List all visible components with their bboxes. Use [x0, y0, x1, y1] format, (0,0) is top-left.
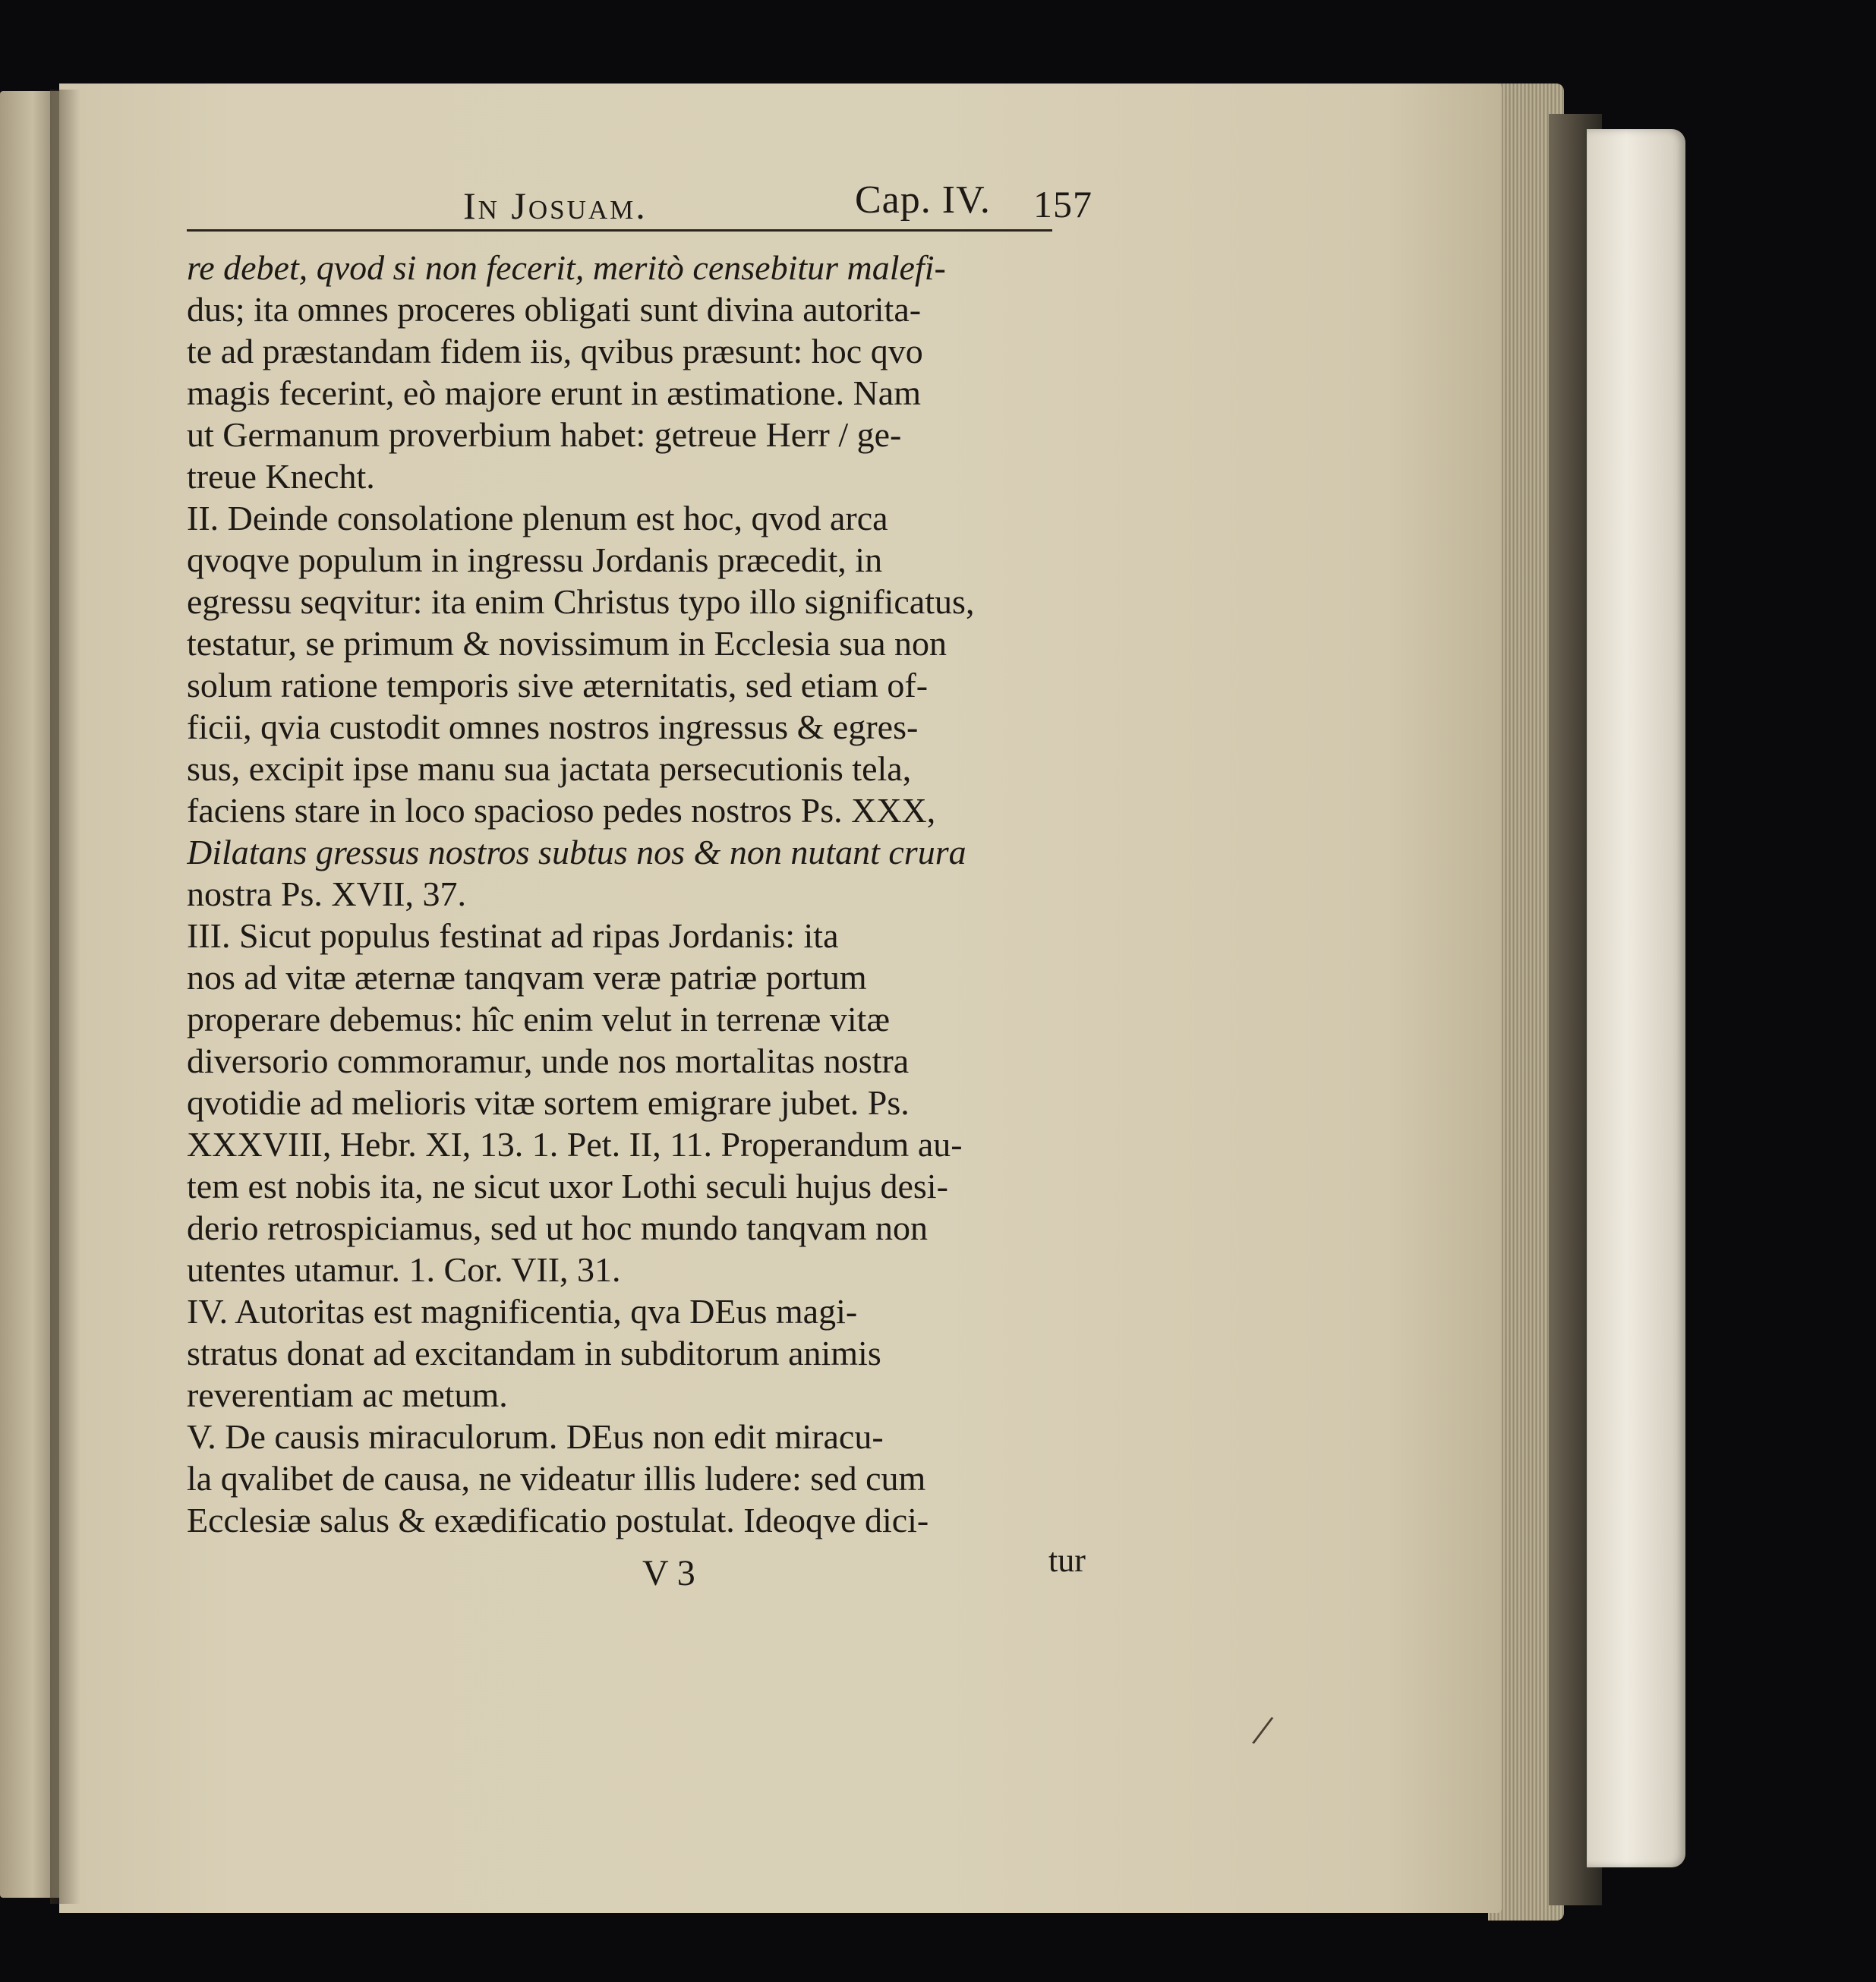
text-line: utentes utamur. 1. Cor. VII, 31. — [187, 1250, 621, 1289]
text-line: qvotidie ad melioris vitæ sortem emigrare jubet. Ps. — [187, 1083, 910, 1122]
text-line: stratus donat ad excitandam in subditorum animis — [187, 1334, 881, 1372]
text-block — [187, 175, 1121, 1593]
text-line: la qvalibet de causa, ne videatur illis ludere: sed cum — [187, 1459, 926, 1498]
text-line: Ecclesiæ salus & exædificatio postulat. Ideoqve dici- — [187, 1501, 929, 1539]
running-head — [187, 175, 1121, 235]
text-line: V. De causis miraculorum. DEus non edit miracu- — [187, 1417, 884, 1456]
text-line: ficii, qvia custodit omnes nostros ingressus & egres- — [187, 707, 919, 746]
text-line: ut Germanum proverbium habet: getreue Herr / ge- — [187, 415, 902, 454]
text-line: nostra Ps. XVII, 37. — [187, 874, 466, 913]
text-line: properare debemus: hîc enim velut in terrenæ vitæ — [187, 1000, 891, 1038]
text-line: II. Deinde consolatione plenum est hoc, qvod arca — [187, 499, 888, 537]
signature-mark: V 3 — [642, 1553, 695, 1593]
text-line: diversorio commoramur, unde nos mortalitas nostra — [187, 1041, 910, 1080]
head-rule — [187, 229, 1052, 232]
text-line: Dilatans gressus nostros subtus nos & non nutant crura — [187, 833, 966, 871]
gutter-shadow — [50, 90, 80, 1904]
running-head-title: In Josuam. — [463, 184, 648, 227]
text-line: III. Sicut populus festinat ad ripas Jordanis: ita — [187, 916, 839, 955]
text-line: qvoqve populum in ingressu Jordanis præcedit, in — [187, 540, 883, 579]
text-line: sus, excipit ipse manu sua jactata persecutionis tela, — [187, 749, 912, 788]
text-line: magis fecerint, eò majore erunt in æstimatione. Nam — [187, 373, 921, 412]
text-line: egressu seqvitur: ita enim Christus typo illo significatus, — [187, 582, 975, 621]
text-line: faciens stare in loco spacioso pedes nostros Ps. XXX, — [187, 791, 936, 830]
text-line: testatur, se primum & novissimum in Ecclesia sua non — [187, 624, 947, 663]
catchword: tur — [1048, 1542, 1086, 1579]
page-number: 157 — [1033, 183, 1092, 225]
running-head-chapter: Cap. IV. — [855, 178, 991, 222]
text-line: re debet, qvod si non fecerit, meritò censebitur malefi- — [187, 248, 946, 287]
text-line: te ad præstandam fidem iis, qvibus præsunt: hoc qvo — [187, 332, 923, 370]
text-line: dus; ita omnes proceres obligati sunt divina autorita- — [187, 290, 922, 329]
text-line: derio retrospiciamus, sed ut hoc mundo tanqvam non — [187, 1208, 929, 1247]
margin-pen-mark: / — [1249, 1704, 1277, 1756]
text-line: XXXVIII, Hebr. XI, 13. 1. Pet. II, 11. Properandum au- — [187, 1125, 963, 1164]
text-line: IV. Autoritas est magnificentia, qva DEus magi- — [187, 1292, 858, 1331]
text-line: reverentiam ac metum. — [187, 1375, 508, 1414]
text-line: tem est nobis ita, ne sicut uxor Lothi seculi hujus desi- — [187, 1167, 948, 1205]
body-text — [187, 247, 1121, 1541]
book-cover-board — [1587, 129, 1685, 1867]
text-line: treue Knecht. — [187, 457, 375, 496]
text-line: solum ratione temporis sive æternitatis, sed etiam of- — [187, 666, 929, 704]
text-line: nos ad vitæ æternæ tanqvam veræ patriæ portum — [187, 958, 867, 997]
